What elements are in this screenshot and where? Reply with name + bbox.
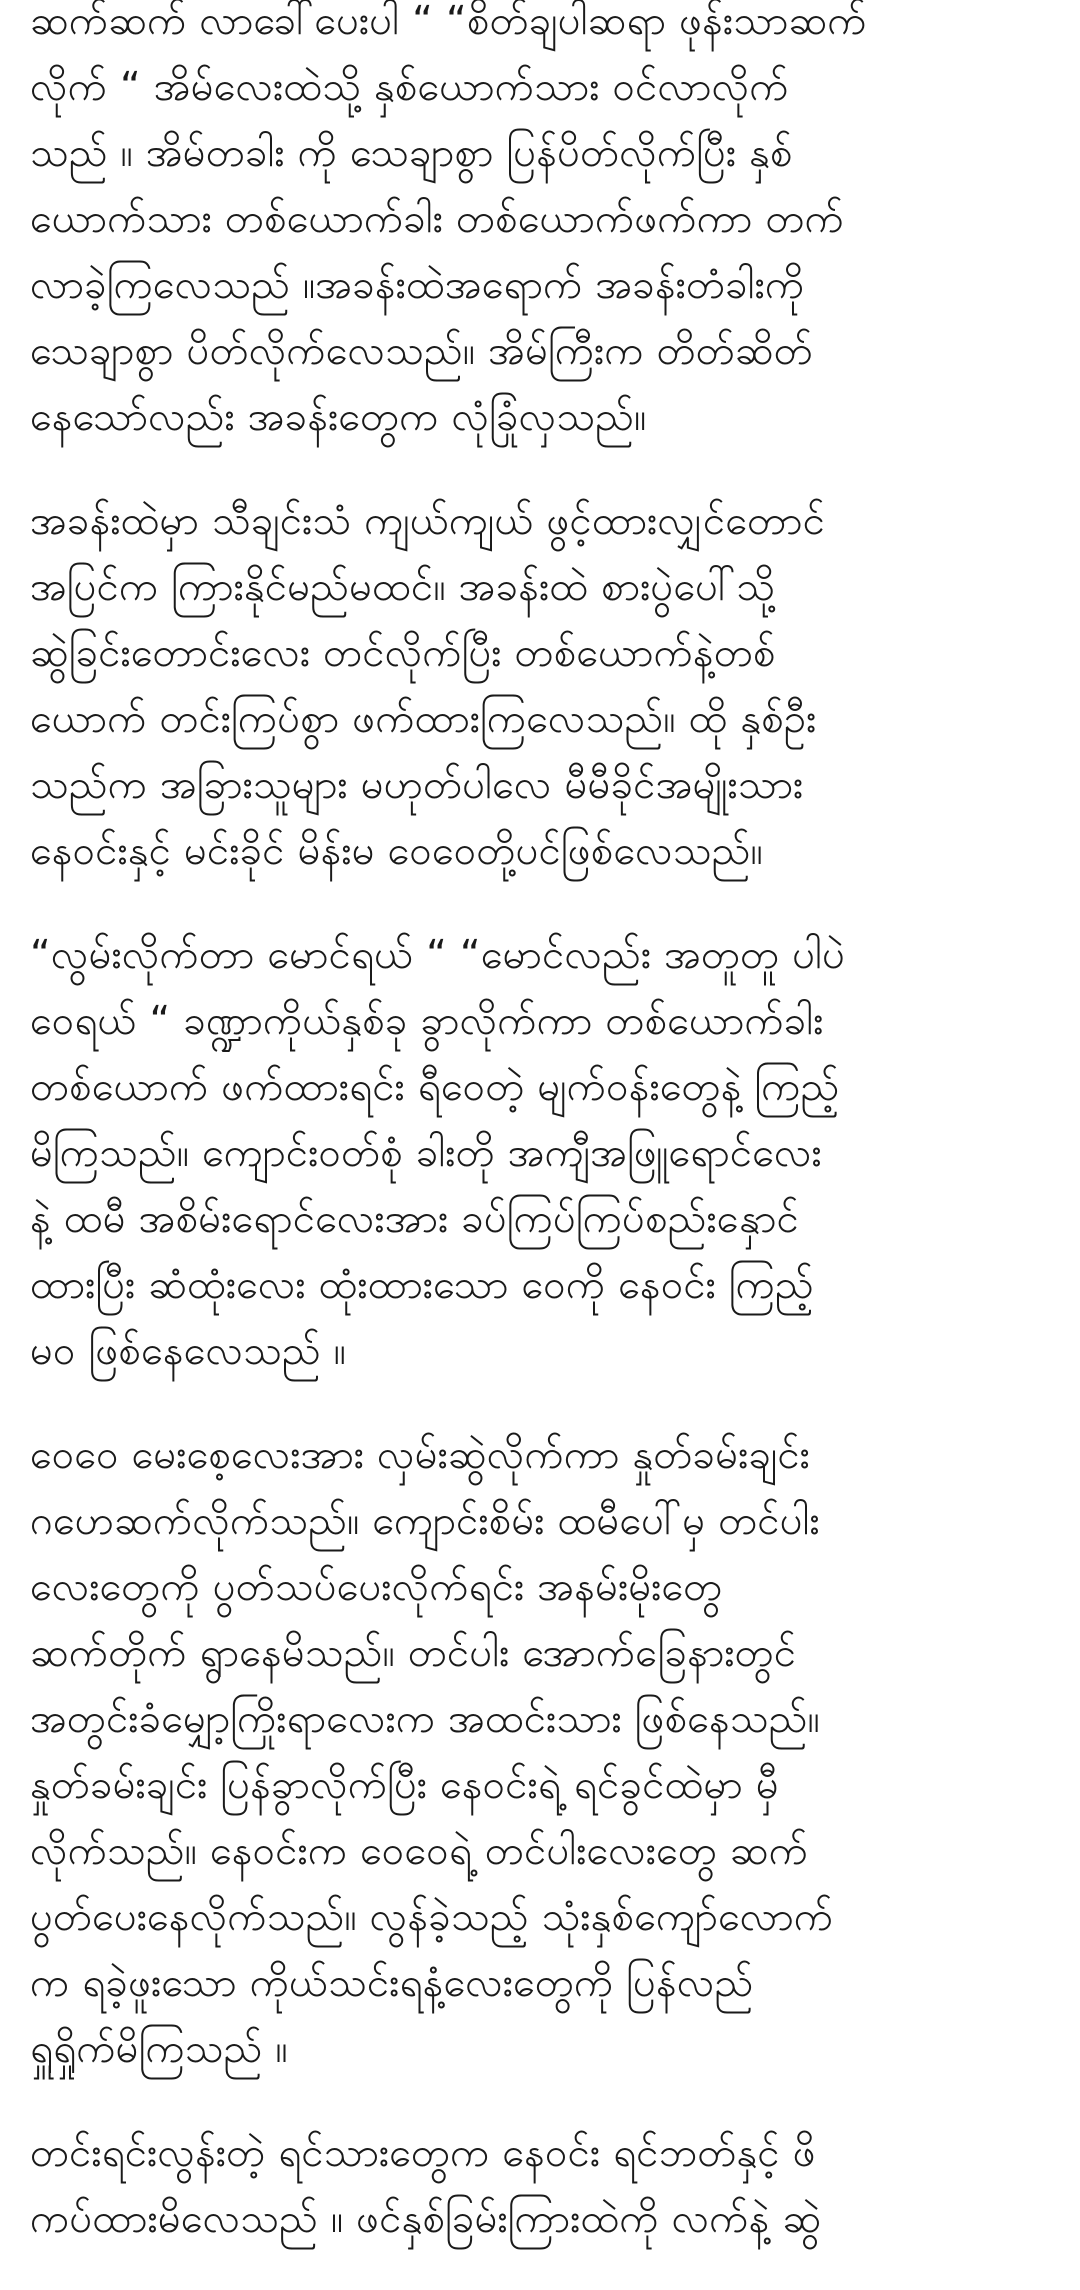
text-line: ပွတ်ပေးနေလိုက်သည်။ လွန်ခဲ့သည့် သုံးနှစ်ကျော်လောက် — [30, 1894, 834, 1940]
text-line: ယောက်သား တစ်ယောက်ခါး တစ်ယောက်ဖက်ကာ တက် — [30, 196, 844, 242]
text-line: သေချာစွာ ပိတ်လိုက်လေသည်။ အိမ်ကြီးက တိတ်ဆိတ် — [30, 328, 813, 374]
paragraph-3 — [30, 922, 1052, 1384]
text-line: လာခဲ့ကြလေသည် ။အခန်းထဲအရောက် အခန်းတံခါးကို — [30, 262, 805, 308]
text-line: မဝ ဖြစ်နေလေသည် ။ — [30, 1328, 347, 1374]
text-line: ဝေရယ် “ ခဏ္ဍာကိုယ်နှစ်ခု ခွာလိုက်ကာ တစ်ယောက်ခါး — [30, 998, 824, 1044]
text-line: တစ်ယောက် ဖက်ထားရင်း ရီဝေတဲ့ မျက်ဝန်းတွေနဲ့ ကြည့် — [30, 1064, 840, 1110]
text-line: လေးတွေကို ပွတ်သပ်ပေးလိုက်ရင်း အနမ်းမိုးတွေ — [30, 1564, 723, 1610]
text-line: အခန်းထဲမှာ သီချင်းသံ ကျယ်ကျယ် ဖွင့်ထားလျှင်တောင် — [30, 498, 826, 544]
text-line: အတွင်းခံမျှော့ကြိုးရာလေးက အထင်းသား ဖြစ်နေသည်။ — [30, 1696, 820, 1742]
paragraph-5 — [30, 2120, 1052, 2252]
text-line: ယောက် တင်းကြပ်စွာ ဖက်ထားကြလေသည်။ ထို နှစ်ဦး — [30, 696, 817, 742]
text-line: လိုက် “ အိမ်လေးထဲသို့ နှစ်ယောက်သား ဝင်လာလိုက် — [30, 64, 789, 110]
paragraph-2 — [30, 488, 1052, 884]
text-line: တင်းရင်းလွန်းတဲ့ ရင်သားတွေက နေဝင်း ရင်ဘတ်နှင့် ဖိ — [30, 2130, 816, 2176]
text-line: သည် ။ အိမ်တခါး ကို သေချာစွာ ပြန်ပိတ်လိုက်ပြီး နှစ် — [30, 130, 793, 176]
text-line: ဝေဝေ မေးစေ့လေးအား လှမ်းဆွဲလိုက်ကာ နှုတ်ခမ်းချင်း — [30, 1432, 811, 1478]
text-line: ထားပြီး ဆံထုံးလေး ထုံးထားသော ဝေကို နေဝင်း ကြည့် — [30, 1262, 814, 1308]
text-line: ရှူရှိုက်မိကြသည် ။ — [30, 2026, 288, 2072]
text-line: ဂဟေဆက်လိုက်သည်။ ကျောင်းစိမ်း ထမီပေါ်မှ တင်ပါး — [30, 1498, 820, 1544]
paragraph-4 — [30, 1422, 1052, 2082]
text-line: သည်က အခြားသူများ မဟုတ်ပါလေ မီမီခိုင်အမျိုးသား — [30, 762, 804, 808]
text-line: ဆက်ဆက် လာခေါ်ပေးပါ “ “စိတ်ချပါဆရာ ဖုန်းသာဆက် — [30, 0, 867, 44]
text-line: က ရခဲ့ဖူးသော ကိုယ်သင်းရနံ့လေးတွေကို ပြန်လည် — [30, 1960, 754, 2006]
text-line: အပြင်က ကြားနိုင်မည်မထင်။ အခန်းထဲ စားပွဲပေါ်သို့ — [30, 564, 776, 610]
paragraph-1 — [30, 0, 1052, 450]
text-line: “လွမ်းလိုက်တာ မောင်ရယ် “ “မောင်လည်း အတူတူ ပါပဲ — [30, 932, 846, 978]
text-line: နှုတ်ခမ်းချင်း ပြန်ခွာလိုက်ပြီး နေဝင်းရဲ့ ရင်ခွင်ထဲမှာ မှီ — [30, 1762, 779, 1808]
text-line: ဆက်တိုက် ရွာနေမိသည်။ တင်ပါး အောက်ခြေနားတွင် — [30, 1630, 797, 1676]
text-line: နေဝင်းနှင့် မင်းခိုင် မိန်းမ ဝေဝေတို့ပင်ဖြစ်လေသည်။ — [30, 828, 763, 874]
text-line: နဲ့ ထမီ အစိမ်းရောင်လေးအား ခပ်ကြပ်ကြပ်စည်းနှောင် — [30, 1196, 799, 1242]
text-line: မိကြသည်။ ကျောင်းဝတ်စုံ ခါးတို အကျီအဖြူရောင်လေး — [30, 1130, 822, 1176]
text-line: လိုက်သည်။ နေဝင်းက ဝေဝေရဲ့ တင်ပါးလေးတွေ ဆက် — [30, 1828, 809, 1874]
text-line: ကပ်ထားမိလေသည် ။ ဖင်နှစ်ခြမ်းကြားထဲကို လက်နဲ့ ဆွဲ — [30, 2196, 822, 2242]
text-line: ဆွဲခြင်းတောင်းလေး တင်လိုက်ပြီး တစ်ယောက်နဲ့တစ် — [30, 630, 776, 676]
text-line: နေသော်လည်း အခန်းတွေက လုံခြုံလှသည်။ — [30, 394, 647, 440]
